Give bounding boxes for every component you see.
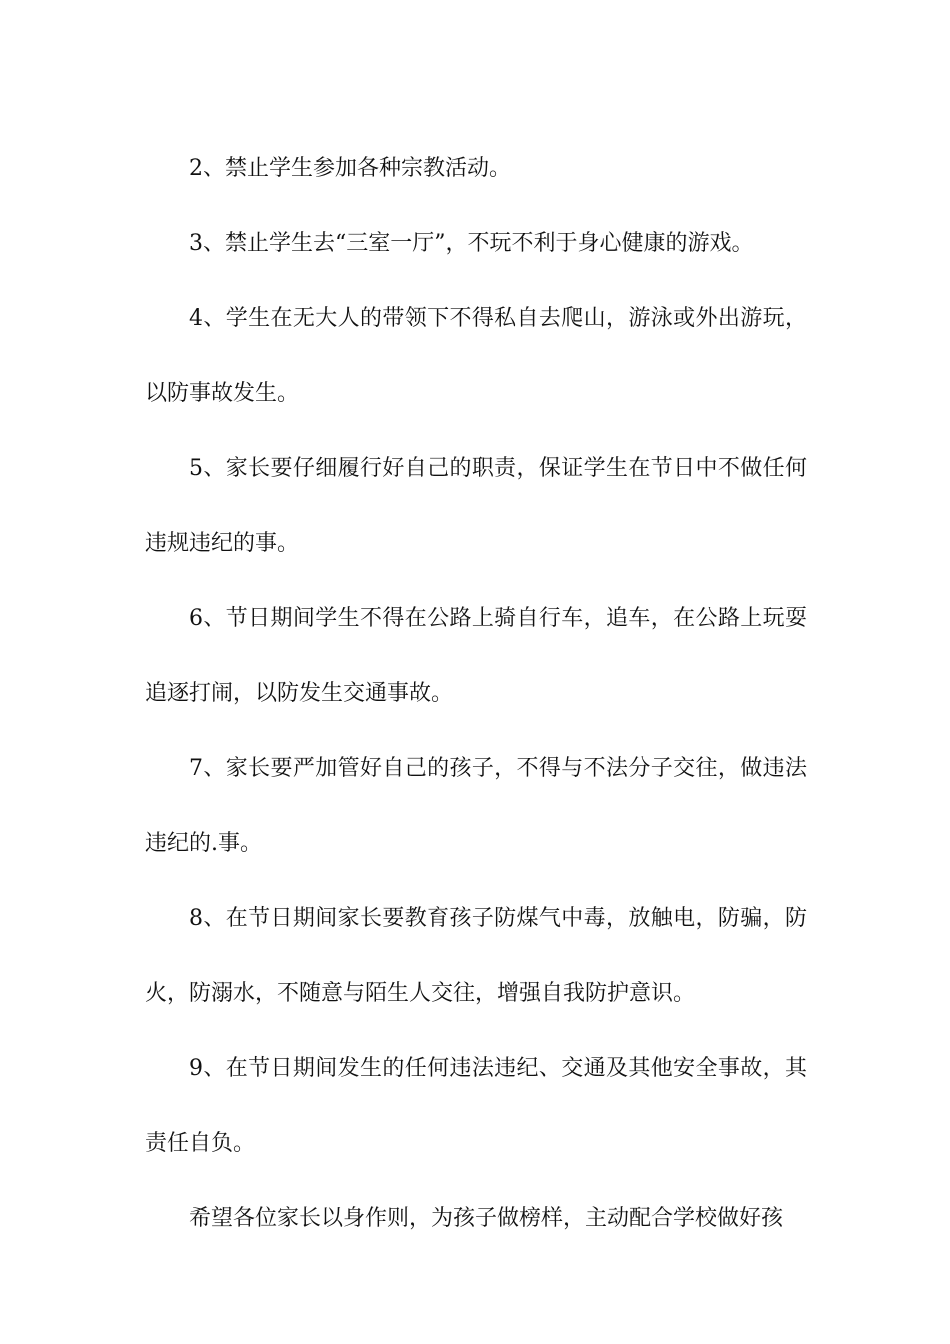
paragraph-item-3: 3、禁止学生去“三室一厅”，不玩不利于身心健康的游戏。 <box>189 231 754 256</box>
paragraph-item-8: 8、在节日期间家长要教育孩子防煤气中毒，放触电，防骗，防火，防溺水，不随意与陌生人交往，增强自我防护意识。 <box>145 906 807 1006</box>
paragraph-item-5: 5、家长要仔细履行好自己的职责，保证学生在节日中不做任何违规违纪的事。 <box>145 456 807 556</box>
paragraph-item-7: 7、家长要严加管好自己的孩子，不得与不法分子交往，做违法违纪的.事。 <box>145 756 807 856</box>
paragraph-item-4: 4、学生在无大人的带领下不得私自去爬山，游泳或外出游玩，以防事故发生。 <box>145 306 807 406</box>
paragraph-item-9: 9、在节日期间发生的任何违法违纪、交通及其他安全事故，其责任自负。 <box>145 1056 807 1156</box>
paragraph-item-2: 2、禁止学生参加各种宗教活动。 <box>189 156 511 181</box>
document-body <box>145 131 807 1256</box>
paragraph-closing: 希望各位家长以身作则，为孩子做榜样，主动配合学校做好孩 <box>189 1206 784 1231</box>
paragraph-item-6: 6、节日期间学生不得在公路上骑自行车，追车，在公路上玩耍追逐打闹，以防发生交通事故。 <box>145 606 807 706</box>
